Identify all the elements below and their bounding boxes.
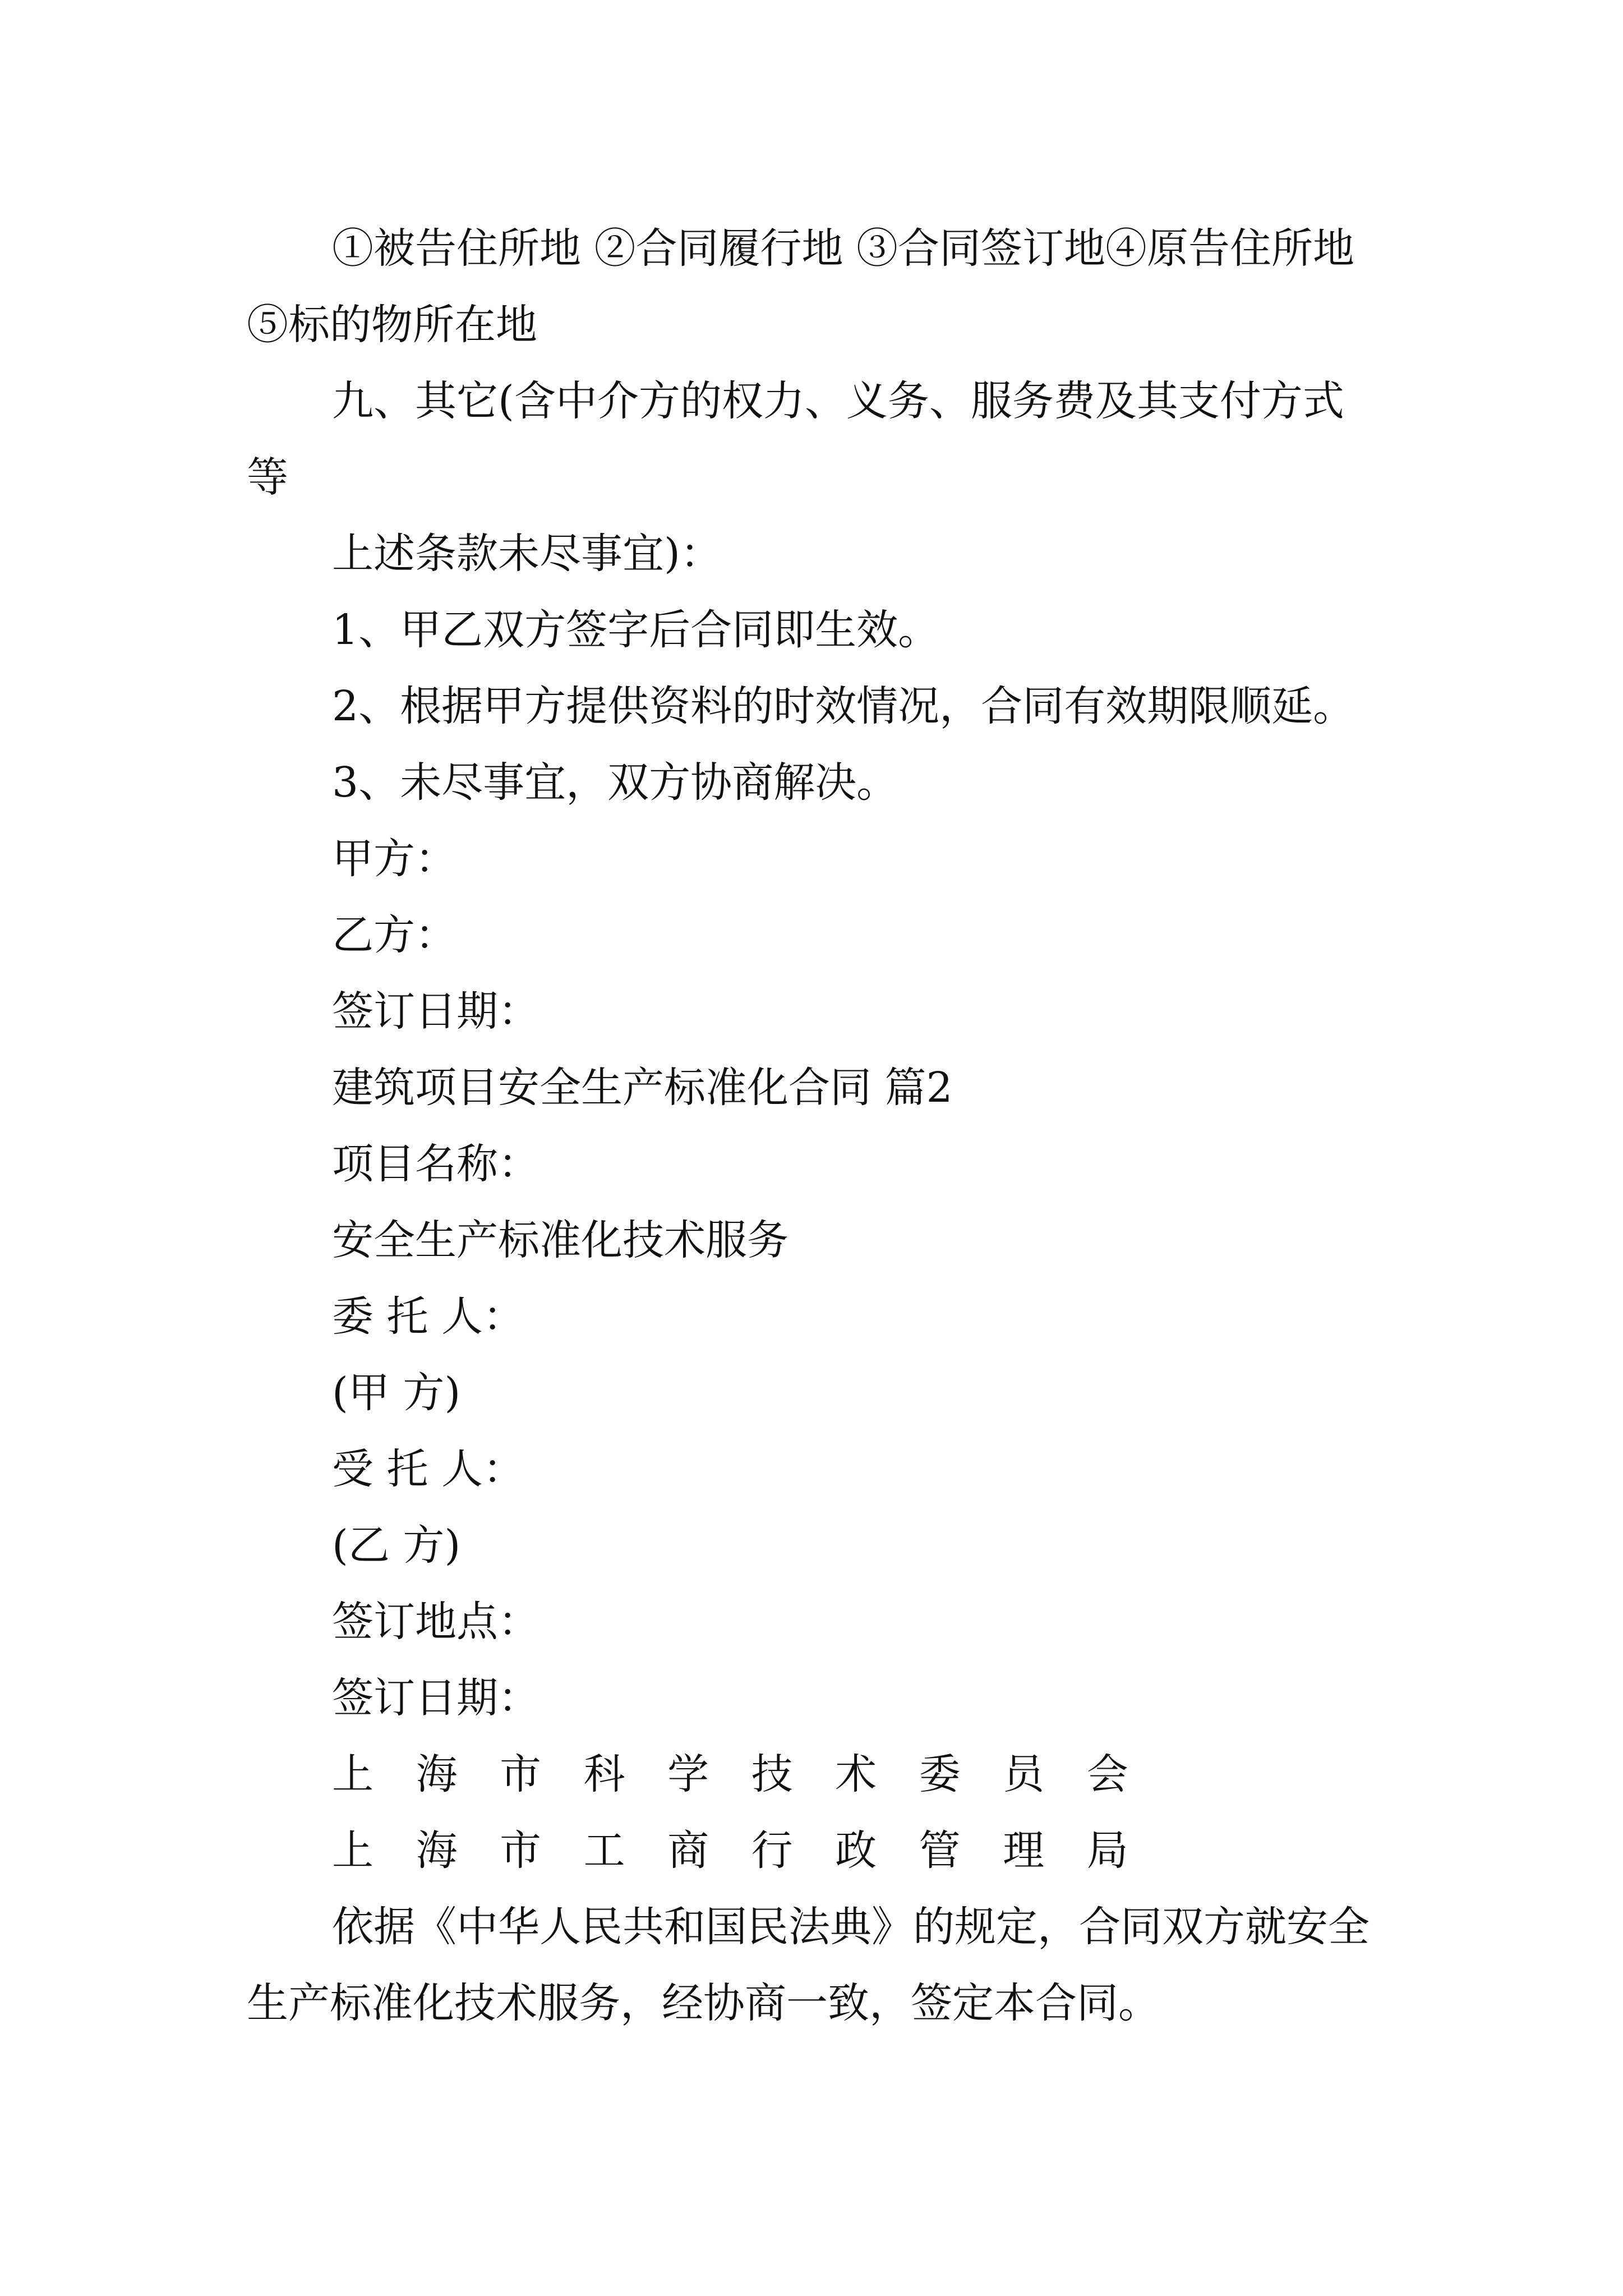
contractor-party-tag: (乙 方): [332, 1521, 461, 1570]
jurisdiction-options: ①被告住所地 ②合同履行地 ③合同签订地④原告住所地 ⑤标的物所在地: [247, 224, 1368, 349]
party-b-label: 乙方：: [332, 911, 457, 959]
issuer-science-commission: 上 海 市 科 学 技 术 委 员 会: [332, 1750, 1143, 1798]
project-name-label: 项目名称：: [332, 1140, 540, 1188]
project-name-value: 安全生产标准化技术服务: [332, 1216, 789, 1264]
signing-date-label-2: 签订日期：: [332, 1674, 540, 1722]
clause-3: 3、未尽事宜，双方协商解决。: [332, 758, 898, 807]
contractor-label: 受 托 人：: [332, 1445, 525, 1493]
client-party-tag: (甲 方): [332, 1369, 461, 1417]
section-nine-heading: 九、其它(含中介方的权力、义务、服务费及其支付方式等: [247, 377, 1344, 501]
client-label: 委 托 人：: [332, 1292, 525, 1341]
issuer-commerce-bureau: 上 海 市 工 商 行 政 管 理 局: [332, 1826, 1143, 1875]
document-body: [247, 210, 1380, 2041]
section-nine-continuation: 上述条款未尽事宜)：: [332, 530, 722, 578]
clause-1: 1、甲乙双方签字后合同即生效。: [332, 606, 940, 654]
contract-title-part-2: 建筑项目安全生产标准化合同 篇2: [332, 1064, 953, 1112]
party-a-label: 甲方：: [332, 835, 457, 883]
clause-2: 2、根据甲方提供资料的时效情况，合同有效期限顺延。: [332, 682, 1355, 730]
signing-place-label: 签订地点：: [332, 1598, 540, 1646]
preamble-paragraph: 依据《中华人民共和国民法典》的规定，合同双方就安全生产标准化技术服务，经协商一致，签定本合同。: [247, 1903, 1370, 2027]
signing-date-label: 签订日期：: [332, 987, 540, 1036]
